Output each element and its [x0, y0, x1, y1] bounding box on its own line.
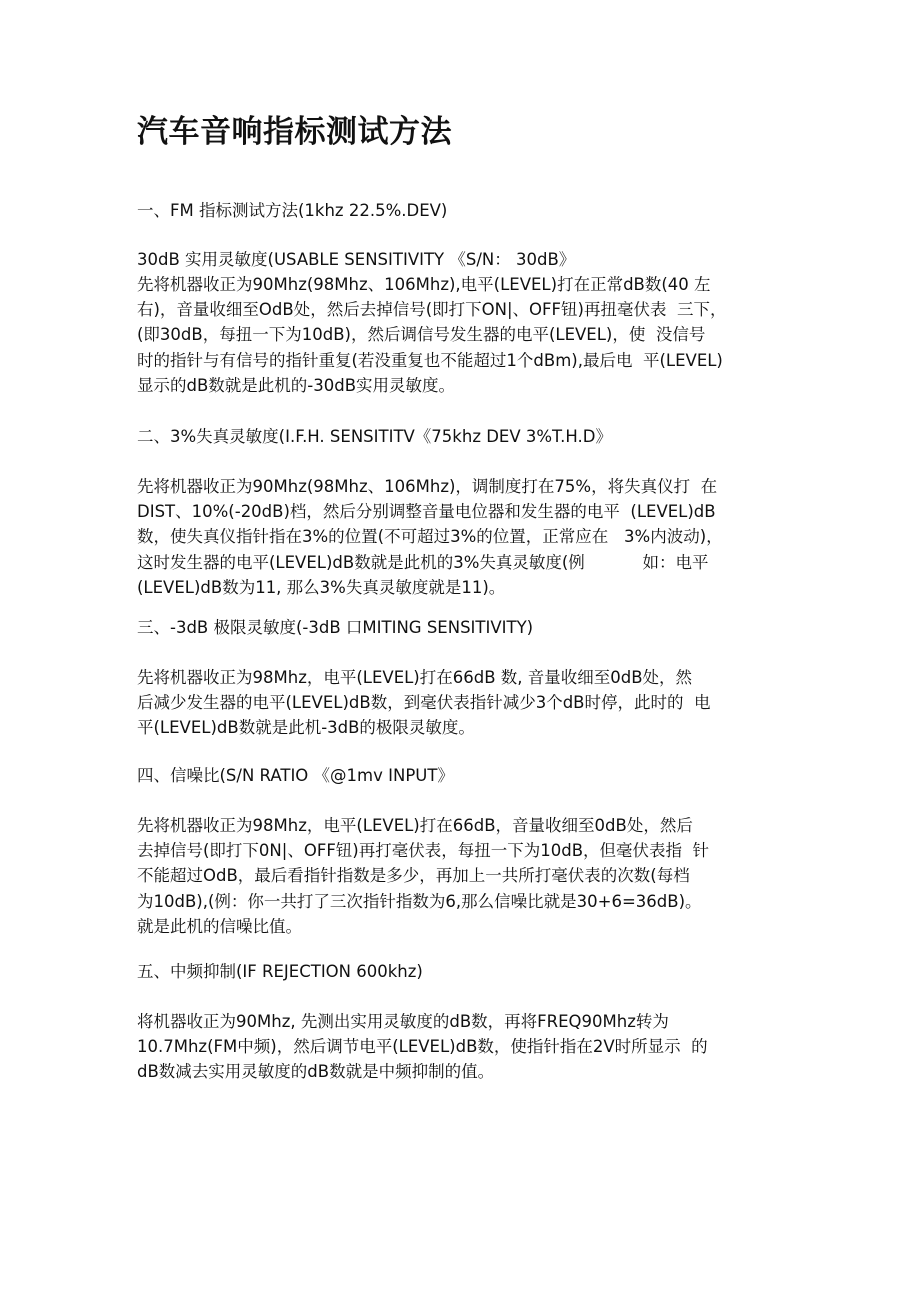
document-title: 汽车音响指标测试方法	[137, 114, 452, 150]
section-heading: 五、中频抑制(IF REJECTION 600khz)	[137, 962, 423, 981]
paragraph-line: 显示的dB数就是此机的-30dB实用灵敏度。	[137, 375, 456, 395]
section-fm-test-method	[137, 199, 797, 398]
paragraph-line: 先将机器收正为98Mhz，电平(LEVEL)打在66dB，音量收细至0dB处，然后	[137, 816, 693, 835]
paragraph-line: 不能超过OdB，最后看指针指数是多少，再加上一共所打毫伏表的次数(每档	[137, 866, 690, 886]
paragraph-line: 就是此机的信噪比值。	[137, 916, 302, 936]
paragraph-line: (LEVEL)dB数为11, 那么3%失真灵敏度就是11)。	[137, 577, 506, 597]
paragraph-line: 为10dB),(例：你一共打了三次指针指数为6,那么信噪比就是30+6=36dB)。	[137, 891, 702, 911]
section-paragraph	[137, 665, 797, 741]
section-paragraph	[137, 1009, 797, 1085]
paragraph-line: 右)，音量收细至OdB处，然后去掉信号(即打下ON|、OFF钮)再扭毫伏表 三下，	[137, 300, 727, 320]
section-heading: 一、FM 指标测试方法(1khz 22.5%.DEV)	[137, 201, 448, 220]
paragraph-line: 数，使失真仪指针指在3%的位置(不可超过3%的位置，正常应在 3%内波动)，	[137, 527, 723, 547]
section-heading: 四、信噪比(S/N RATIO 《@1mv INPUT》	[137, 766, 454, 785]
paragraph-line: 先将机器收正为90Mhz(98Mhz、106Mhz),电平(LEVEL)打在正常dB数(40 左	[137, 275, 711, 294]
section-paragraph	[137, 813, 797, 939]
section-subheading: 30dB 实用灵敏度(USABLE SENSITIVITY 《S/N： 30dB》	[137, 250, 576, 269]
paragraph-line: 将机器收正为90Mhz, 先测出实用灵敏度的dB数，再将FREQ90Mhz转为	[137, 1012, 669, 1031]
paragraph-line: 先将机器收正为98Mhz，电平(LEVEL)打在66dB 数, 音量收细至0dB处，然	[137, 668, 693, 687]
section-heading: 二、3%失真灵敏度(I.F.H. SENSITITV《75khz DEV 3%T.H.D》	[137, 427, 612, 446]
paragraph-line: 这时发生器的电平(LEVEL)dB数就是此机的3%失真灵敏度(例 如：电平	[137, 552, 709, 572]
section-paragraph	[137, 272, 797, 398]
paragraph-line: 平(LEVEL)dB数就是此机-3dB的极限灵敏度。	[137, 718, 475, 738]
section-heading: 三、-3dB 极限灵敏度(-3dB 口MITING SENSITIVITY)	[137, 618, 534, 637]
paragraph-line: 10.7Mhz(FM中频)，然后调节电平(LEVEL)dB数，使指针指在2V时所显示 的	[137, 1037, 708, 1057]
paragraph-line: 先将机器收正为90Mhz(98Mhz、106Mhz)，调制度打在75%，将失真仪打 在	[137, 477, 718, 496]
section-paragraph	[137, 474, 797, 600]
paragraph-line: 后减少发生器的电平(LEVEL)dB数，到毫伏表指针减少3个dB时停，此时的 电	[137, 693, 711, 713]
section-if-rejection	[137, 960, 797, 1085]
paragraph-line: (即30dB，每扭一下为10dB)，然后调信号发生器的电平(LEVEL)，使 没信号	[137, 325, 706, 345]
paragraph-line: 时的指针与有信号的指针重复(若没重复也不能超过1个dBm),最后电 平(LEVEL)	[137, 350, 723, 370]
paragraph-line: 去掉信号(即打下0N|、OFF钮)再打毫伏表，每扭一下为10dB，但毫伏表指 针	[137, 841, 710, 861]
section-limiting-sensitivity	[137, 616, 797, 741]
paragraph-line: dB数减去实用灵敏度的dB数就是中频抑制的值。	[137, 1062, 495, 1082]
section-distortion-sensitivity	[137, 425, 797, 600]
section-signal-noise-ratio	[137, 764, 797, 939]
paragraph-line: DIST、10%(-20dB)档，然后分别调整音量电位器和发生器的电平 (LEVEL)dB	[137, 502, 716, 522]
